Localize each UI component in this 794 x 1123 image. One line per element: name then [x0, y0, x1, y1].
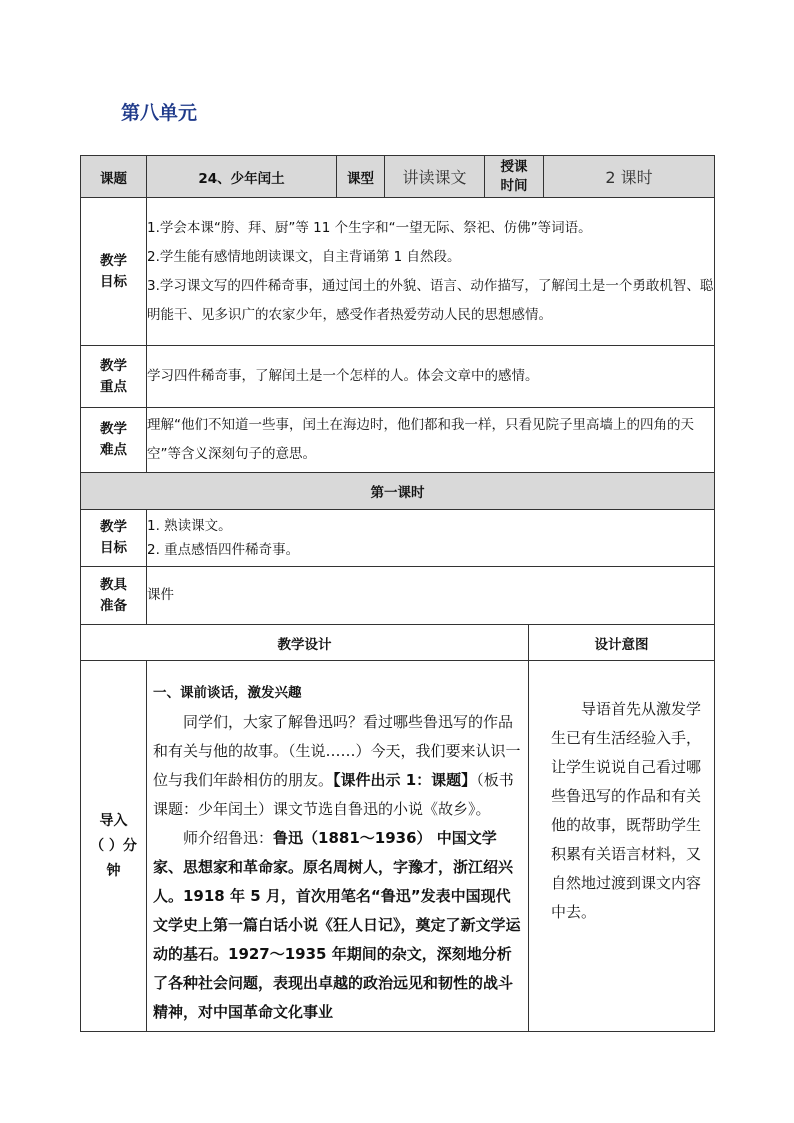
type-value: 讲读课文 — [385, 156, 485, 198]
goal-item: 1.学会本课“胯、拜、厨”等 11 个生字和“一望无际、祭祀、仿佛”等词语。 — [147, 219, 592, 236]
lesson1-tools-text: 课件 — [147, 567, 715, 625]
goals-label-line-1: 教学 — [100, 252, 127, 269]
intent-content — [529, 661, 715, 1032]
goals-row — [81, 198, 715, 346]
lesson1-tools-row — [81, 567, 715, 625]
design-column-header: 教学设计 — [81, 625, 529, 661]
stage-label-line-3: 钟 — [106, 862, 121, 879]
key-points-text: 学习四件稀奇事，了解闰土是一个怎样的人。体会文章中的感情。 — [147, 346, 715, 408]
luxun-bio: 鲁迅（1881～1936） 中国文学家、思想家和革命家。原名周树人，字豫才，浙江绍兴人。1918 年 5 月，首次用笔名“鲁迅”发表中国现代文学史上第一篇白话小说《狂人日记》，奠定了新文学运动的基石。1927～1935 年期间的杂文，深刻地分析了各种社会问题，表现出卓越的政治远见和韧性的战斗精神，对中国革命文化事业 — [153, 829, 521, 1021]
para1-tail: （板书课题：少年闰土）课文节选自鲁迅的小说《故乡》。 — [153, 771, 514, 818]
time-label-line-1: 授课 — [500, 158, 528, 175]
difficulties-text: 理解“他们不知道一些事，闰土在海边时，他们都和我一样，只看见院子里高墙上的四角的天空”等含义深刻句子的意思。 — [147, 408, 715, 473]
lesson1-tools-label-line-2: 准备 — [100, 597, 127, 614]
lesson1-goal-item: 2. 重点感悟四件稀奇事。 — [147, 542, 300, 558]
design-content — [147, 661, 529, 1032]
goals-content — [147, 198, 715, 346]
design-content-row — [81, 661, 715, 1032]
difficulties-label-line-1: 教学 — [100, 421, 127, 437]
design-header-row — [81, 625, 715, 661]
lesson-plan-table — [80, 155, 715, 1032]
lesson1-tools-label-line-1: 教具 — [100, 576, 127, 593]
difficulties-label — [81, 408, 147, 473]
lesson1-goals-label-line-1: 教学 — [100, 519, 127, 535]
key-points-label-line-1: 教学 — [100, 357, 127, 374]
lesson1-title: 第一课时 — [81, 473, 715, 510]
header-row — [81, 156, 715, 198]
lesson1-goal-item: 1. 熟读课文。 — [147, 518, 232, 534]
intent-text: 导语首先从激发学生已有生活经验入手，让学生说说自己看过哪些鲁迅写的作品和有关他的故事，既帮助学生积累有关语言材料，又自然地过渡到课文内容中去。 — [551, 700, 702, 921]
difficulties-row — [81, 408, 715, 473]
type-label: 课型 — [337, 156, 385, 198]
lesson1-goals-label-line-2: 目标 — [100, 540, 127, 556]
unit-title: 第八单元 — [121, 102, 198, 124]
goals-label — [81, 198, 147, 346]
lesson1-goals-row — [81, 510, 715, 567]
time-label-line-2: 时间 — [500, 177, 528, 194]
goals-label-line-2: 目标 — [100, 273, 127, 290]
para1-text: 同学们，大家了解鲁迅吗？看过哪些鲁迅写的作品和有关与他的故事。（生说……）今天，我们要来认识一位与我们年龄相仿的朋友。 — [153, 713, 521, 789]
key-points-row — [81, 346, 715, 408]
stage-label-line-1: 导入 — [99, 812, 128, 829]
design-paragraph — [153, 708, 522, 824]
key-points-label — [81, 346, 147, 408]
stage-label-line-2: （ ）分 — [90, 837, 137, 854]
para2-lead: 师介绍鲁迅： — [183, 829, 274, 847]
design-paragraph — [153, 824, 522, 1027]
time-value: 2 课时 — [544, 156, 715, 198]
goal-item: 2.学生能有感情地朗读课文，自主背诵第 1 自然段。 — [147, 248, 461, 265]
lesson1-tools-label — [81, 567, 147, 625]
topic-value: 24、少年闰土 — [147, 156, 337, 198]
difficulties-label-line-2: 难点 — [100, 442, 127, 458]
stage-label — [81, 661, 147, 1032]
topic-label: 课题 — [81, 156, 147, 198]
lesson1-title-row — [81, 473, 715, 510]
key-points-label-line-2: 重点 — [100, 378, 127, 395]
time-label — [485, 156, 544, 198]
courseware-marker: 【课件出示 1：课题】 — [333, 771, 477, 789]
intent-column-header: 设计意图 — [529, 625, 715, 661]
goal-item: 3.学习课文写的四件稀奇事，通过闰土的外貌、语言、动作描写，了解闰土是一个勇敢机智、聪明能干、见多识广的农家少年，感受作者热爱劳动人民的思想感情。 — [147, 277, 714, 323]
lesson1-goals-label — [81, 510, 147, 567]
section-title: 一、课前谈话，激发兴趣 — [153, 685, 302, 701]
lesson1-goals-content — [147, 510, 715, 567]
